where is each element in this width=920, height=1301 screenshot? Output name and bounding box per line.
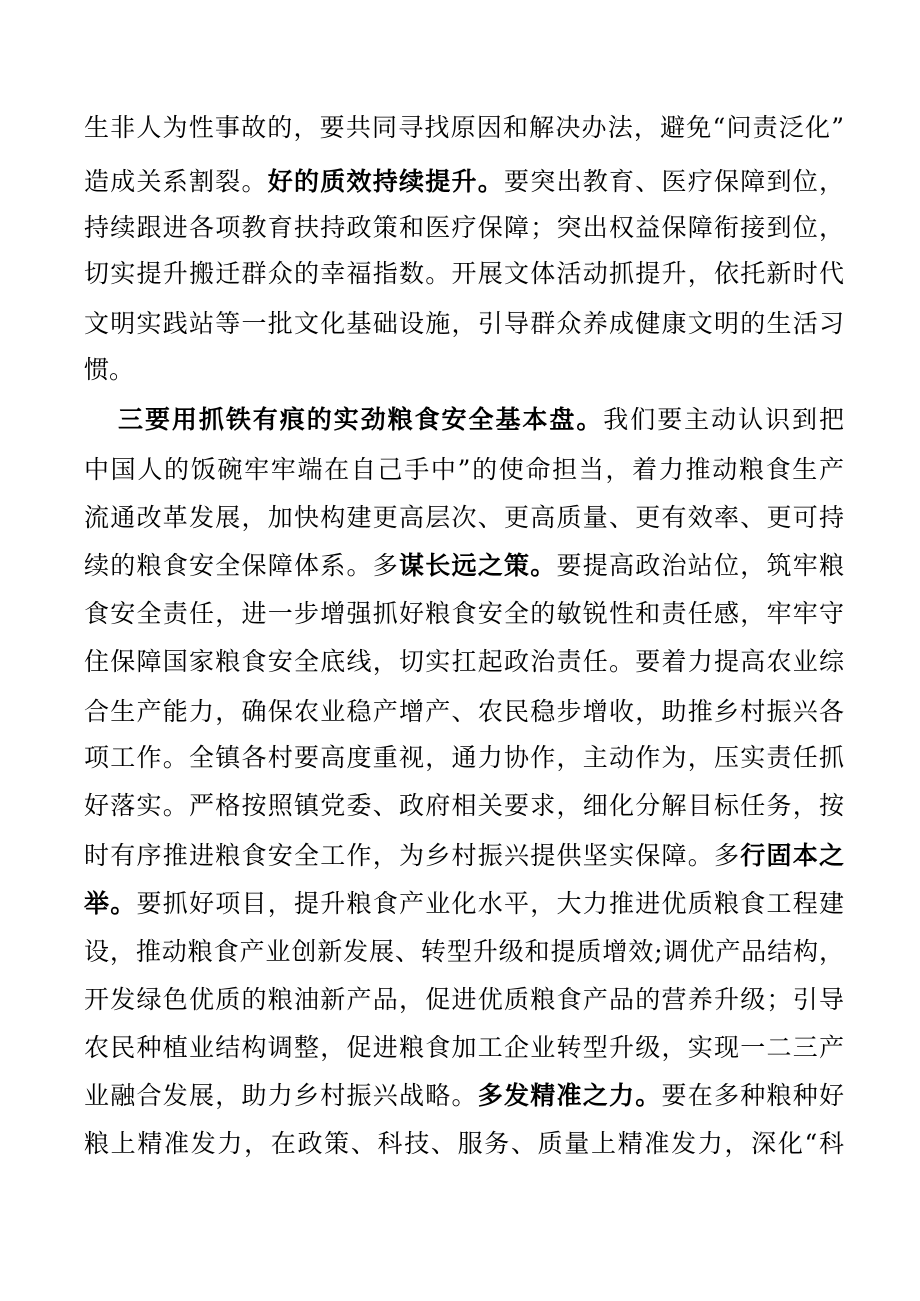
bold-heading-segment: 举。	[84, 889, 137, 918]
text-line	[84, 782, 844, 830]
text-segment: 要提高政治站位，筑牢粮	[556, 551, 844, 580]
text-line	[84, 590, 844, 638]
text-line	[84, 976, 844, 1024]
text-segment: 我们要主动认识到把	[603, 405, 844, 434]
bold-heading-segment: 好的质效持续提升。	[267, 167, 504, 196]
text-segment: 造成关系割裂。	[84, 167, 268, 196]
text-line	[84, 158, 844, 206]
text-segment: 续的粮食安全保障体系。多	[84, 551, 399, 580]
text-line	[84, 104, 844, 152]
text-segment: 要突出教育、医疗保障到位，	[504, 167, 844, 196]
text-segment: 好落实。严格按照镇党委、政府相关要求，细化分解目标任务，按	[84, 791, 844, 820]
text-segment: 设，推动粮食产业创新发展、转型升级和提质增效;调优产品结构，	[84, 937, 844, 966]
text-segment: 中国人的饭碗牢牢端在自己手中”的使命担当，着力推动粮食生产	[84, 455, 844, 484]
text-segment: 农民种植业结构调整，促进粮食加工企业转型升级，实现一二三产	[84, 1033, 844, 1062]
bold-heading-segment: 行固本之	[740, 841, 844, 870]
text-segment: 合生产能力，确保农业稳产增产、农民稳步增收，助推乡村振兴各	[84, 697, 844, 726]
text-segment: 持续跟进各项教育扶持政策和医疗保障；突出权益保障衔接到位，	[84, 213, 844, 242]
text-line	[84, 832, 844, 880]
bold-heading-segment: 多发精准之力。	[477, 1081, 662, 1110]
text-segment: 生非人为性事故的，要共同寻找原因和解决办法，避免“问责泛化”	[84, 113, 844, 142]
text-line	[84, 1024, 844, 1072]
text-line	[84, 494, 844, 542]
text-segment: 住保障国家粮食安全底线，切实扛起政治责任。要着力提高农业综	[84, 647, 844, 676]
text-segment: 时有序推进粮食安全工作，为乡村振兴提供坚实保障。多	[84, 841, 741, 870]
text-segment: 粮上精准发力，在政策、科技、服务、质量上精准发力，深化“科	[84, 1129, 844, 1158]
text-line	[84, 346, 844, 394]
text-line	[84, 300, 844, 348]
text-line	[84, 204, 844, 252]
text-segment: 要在多种粮种好	[661, 1081, 844, 1110]
text-line	[84, 734, 844, 782]
text-line	[84, 250, 844, 298]
text-segment: 开发绿色优质的粮油新产品，促进优质粮食产品的营养升级；引导	[84, 985, 844, 1014]
text-line	[84, 446, 844, 494]
text-segment: 要抓好项目，提升粮食产业化水平，大力推进优质粮食工程建	[136, 889, 844, 918]
text-segment: 项工作。全镇各村要高度重视，通力协作，主动作为，压实责任抓	[84, 743, 844, 772]
text-segment: 惯。	[84, 355, 135, 384]
text-line	[84, 688, 844, 736]
text-segment: 切实提升搬迁群众的幸福指数。开展文体活动抓提升，依托新时代	[84, 259, 844, 288]
text-segment: 文明实践站等一批文化基础设施，引导群众养成健康文明的生活习	[84, 309, 844, 338]
text-segment: 业融合发展，助力乡村振兴战略。	[84, 1081, 478, 1110]
bold-heading-segment: 三要用抓铁有痕的实劲粮食安全基本盘。	[118, 405, 604, 434]
text-line	[84, 1072, 844, 1120]
paragraph-first-line	[118, 396, 844, 444]
bold-heading-segment: 谋长远之策。	[398, 551, 557, 580]
text-segment: 流通改革发展，加快构建更高层次、更高质量、更有效率、更可持	[84, 503, 844, 532]
text-line	[84, 638, 844, 686]
text-segment: 食安全责任，进一步增强抓好粮食安全的敏锐性和责任感，牢牢守	[84, 599, 844, 628]
text-line	[84, 1120, 844, 1168]
text-line	[84, 928, 844, 976]
text-line	[84, 880, 844, 928]
text-line	[84, 542, 844, 590]
